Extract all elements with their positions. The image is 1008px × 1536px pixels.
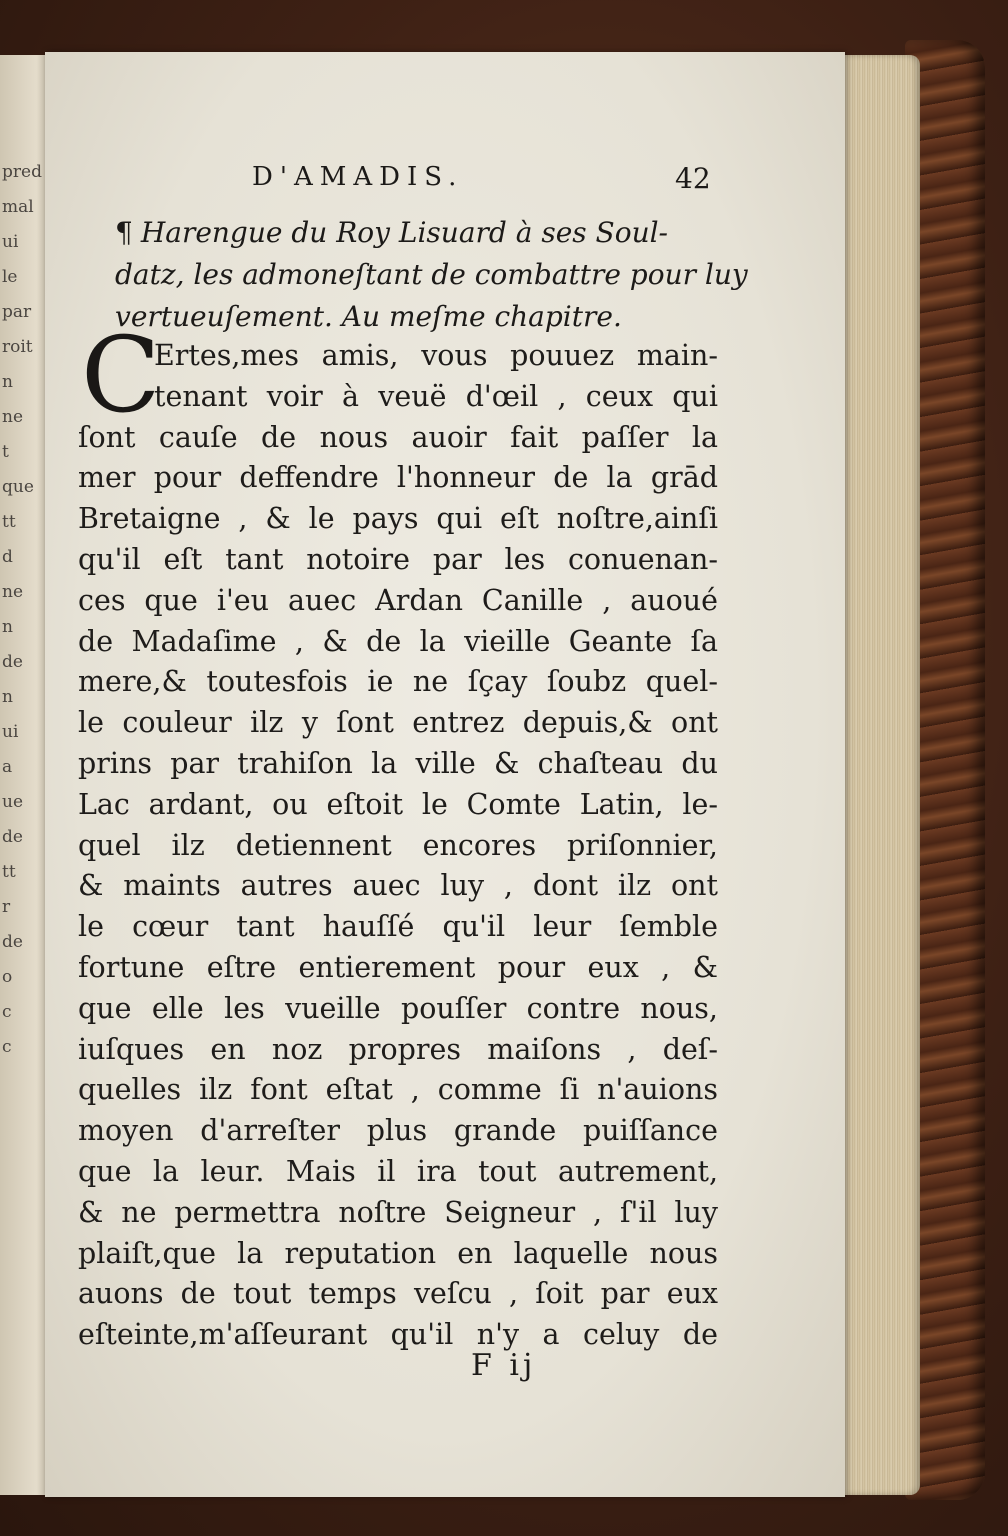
fragment-line: pred (2, 162, 42, 182)
text-line: Lac ardant, ou eſtoit le Comte Latin, le- (78, 787, 718, 821)
fragment-line: que (2, 477, 34, 497)
fragment-line: t (2, 442, 9, 462)
text-line: quelles ilz font eſtat , comme ſi n'auions (78, 1073, 718, 1107)
text-line: iuſques en noz propres maiſons , deſ- (78, 1032, 718, 1066)
facing-page-fragments (2, 155, 50, 1065)
text-line: eſteinte,m'aſſeurant qu'il n'y a celuy de (78, 1318, 718, 1352)
page-edges (838, 55, 920, 1495)
fragment-line: par (2, 302, 32, 322)
fragment-line: a (2, 757, 13, 777)
fragment-line: n (2, 687, 13, 707)
fragment-line: tt (2, 862, 16, 882)
fragment-line: le (2, 267, 18, 287)
fragment-line: n (2, 617, 13, 637)
text-line: quel ilz detiennent encores priſonnier, (78, 828, 718, 862)
folio-number: 42 (675, 162, 711, 195)
body-text (78, 336, 718, 1356)
book-page (45, 52, 845, 1497)
text-line: le couleur ilz y ſont entrez depuis,& ont (78, 706, 718, 740)
fragment-line: ui (2, 232, 19, 252)
text-line: mere,& toutesfois ie ne ſçay ſoubz quel- (78, 665, 718, 699)
fragment-line: roit (2, 337, 33, 357)
rubric-line: datz, les admoneſtant de combattre pour luy (115, 258, 748, 291)
fragment-line: mal (2, 197, 34, 217)
rubric-line-text: Harengue du Roy Lisuard à ses Soul- (140, 216, 669, 249)
text-line: ſont cauſe de nous auoir fait paſſer la (78, 420, 718, 454)
fragment-line: ne (2, 582, 24, 602)
text-line: de Madaſime , & de la vieille Geante ſa (78, 624, 718, 658)
text-line: Ertes,mes amis, vous pouuez main- (154, 339, 718, 372)
text-line: fortune eſtre entierement pour eux , & (78, 950, 718, 984)
signature-mark: F ij (471, 1348, 537, 1383)
text-line: que la leur. Mais il ira tout autrement, (78, 1154, 718, 1188)
rubric-line (115, 212, 765, 254)
text-line: moyen d'arreſter plus grande puiſſance (78, 1114, 718, 1148)
fragment-line: tt (2, 512, 16, 532)
text-line: & ne permettra noſtre Seigneur , ſ'il luy (78, 1195, 718, 1229)
fragment-line: ue (2, 792, 24, 812)
text-line: qu'il eſt tant notoire par les conuenan- (78, 542, 718, 576)
fragment-line: de (2, 932, 23, 952)
fragment-line: r (2, 897, 11, 917)
drop-cap: C (81, 314, 161, 436)
text-line: tenant voir à veuë d'œil , ceux qui (154, 379, 718, 413)
text-line: prins par trahiſon la ville & chaſteau du (78, 746, 718, 780)
fragment-line: n (2, 372, 13, 392)
text-line: ces que i'eu auec Ardan Canille , auoué (78, 583, 718, 617)
fragment-line: c (2, 1037, 12, 1057)
text-line: que elle les vueille pouſſer contre nous, (78, 991, 718, 1025)
text-line: le cœur tant hauſſé qu'il leur ſemble (78, 910, 718, 944)
fragment-line: de (2, 652, 23, 672)
fragment-line: c (2, 1002, 12, 1022)
fragment-line: ne (2, 407, 24, 427)
chapter-rubric (115, 212, 765, 338)
rubric-line: vertueuſement. Au meſme chapitre. (115, 300, 622, 333)
fragment-line: o (2, 967, 13, 987)
fragment-line: de (2, 827, 23, 847)
text-line: plaiſt,que la reputation en laquelle nous (78, 1236, 718, 1270)
pilcrow-icon: ¶ (115, 216, 133, 249)
text-line: auons de tout temps veſcu , ſoit par eux (78, 1277, 718, 1311)
fragment-line: d (2, 547, 13, 567)
fragment-line: ui (2, 722, 19, 742)
text-line: mer pour deffendre l'honneur de la grād (78, 461, 718, 495)
text-line: & maints autres auec luy , dont ilz ont (78, 869, 718, 903)
running-head (45, 162, 845, 202)
text-line: Bretaigne , & le pays qui eſt noſtre,ainſi (78, 502, 718, 536)
running-title: D'AMADIS. (252, 162, 464, 192)
